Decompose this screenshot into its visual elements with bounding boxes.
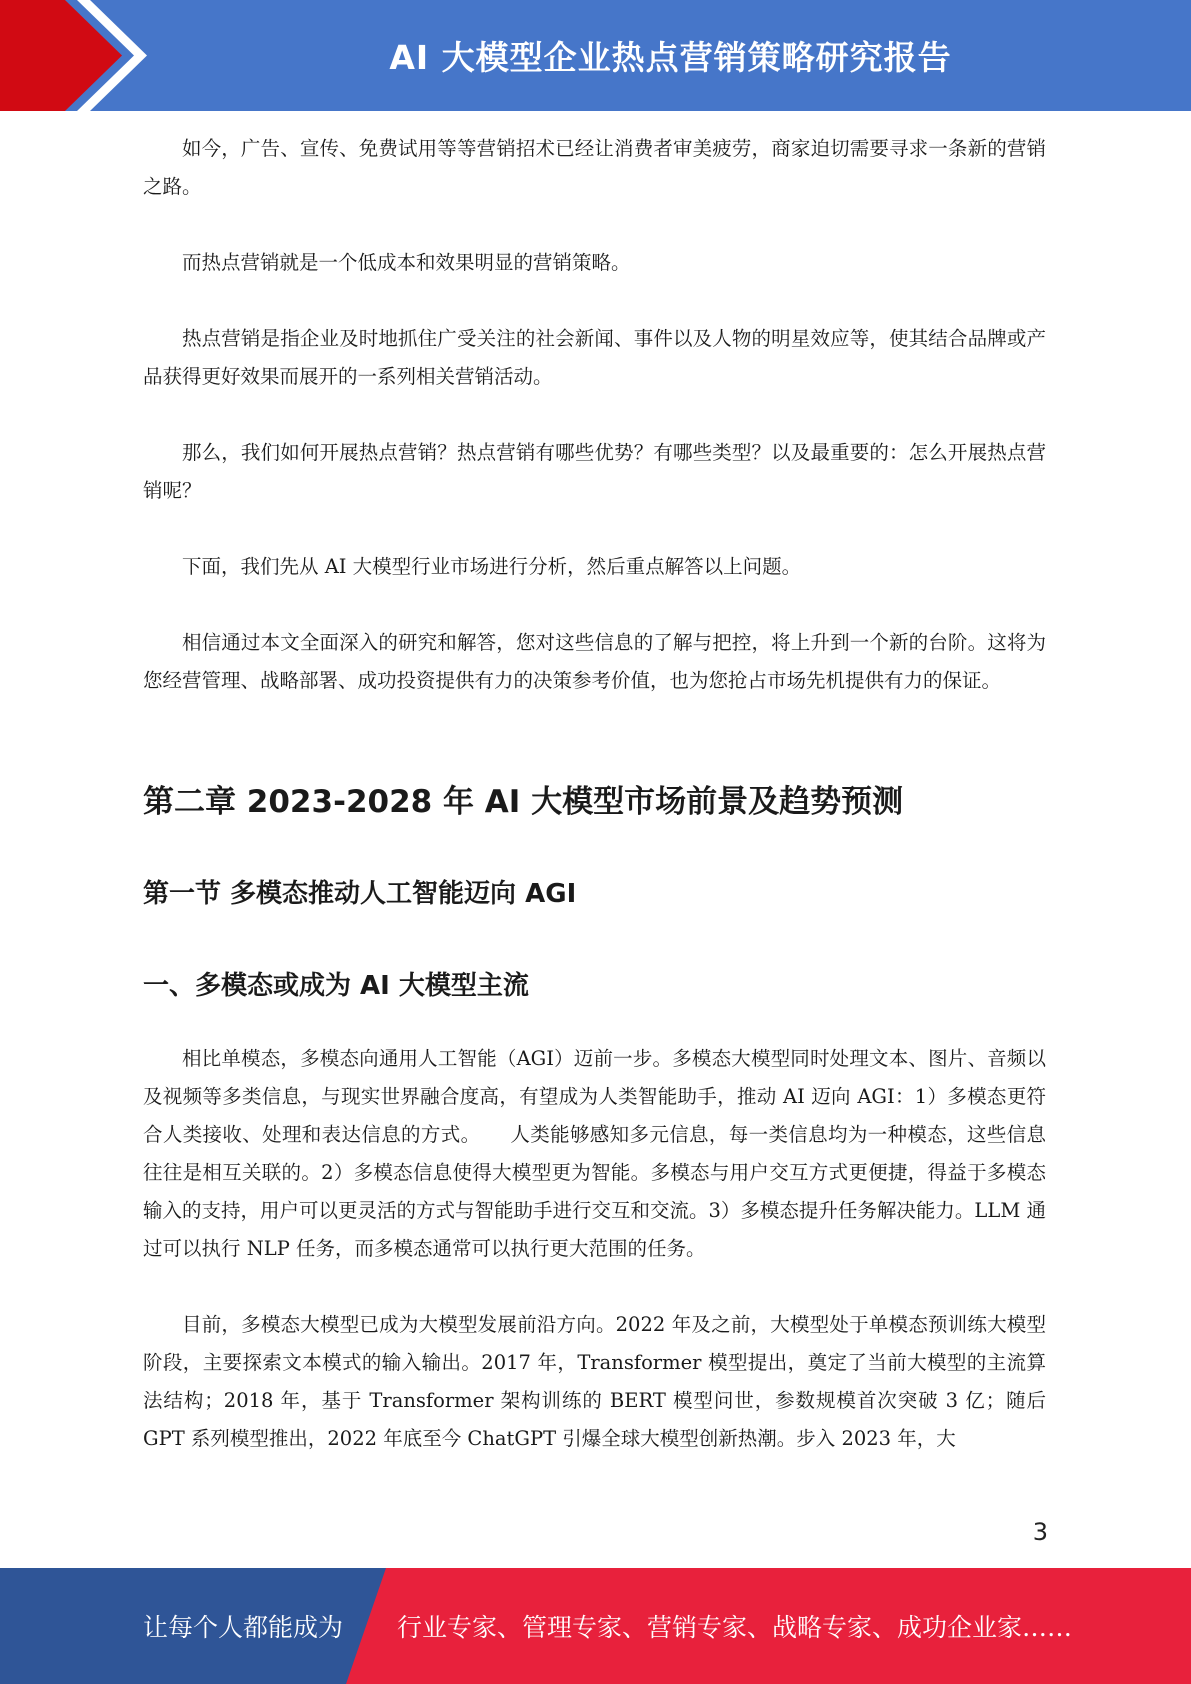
paragraph-body-1: 相比单模态，多模态向通用人工智能（AGI）迈前一步。多模态大模型同时处理文本、图片、音频以及视频等多类信息，与现实世界融合度高，有望成为人类智能助手，推动 AI 迈向 AGI：1）多模态更符合人类接收、处理和表达信息的方式。 人类能够感知多元信息，每一类信息均为一种模态，这些信息往往是相互关联的。2）多模态信息使得大模型更为智能。多模态与用户交互方式更便捷，得益于多模态输入的支持，用户可以更灵活的方式与智能助手进行交互和交流。3）多模态提升任务解决能力。LLM 通过可以执行 NLP 任务，而多模态通常可以执行更大范围的任务。 [143, 1047, 1046, 1260]
page-header [0, 0, 1191, 111]
subsection-title: 一、多模态或成为 AI 大模型主流 [143, 971, 529, 1001]
paragraph-intro-4: 那么，我们如何开展热点营销？热点营销有哪些优势？有哪些类型？以及最重要的：怎么开展热点营销呢？ [143, 441, 1046, 502]
paragraph-intro-1: 如今，广告、宣传、免费试用等等营销招术已经让消费者审美疲劳，商家迫切需要寻求一条新的营销之路。 [143, 137, 1046, 198]
footer-slogan-lead: 让每个人都能成为 [143, 1613, 344, 1642]
paragraph-intro-2: 而热点营销就是一个低成本和效果明显的营销策略。 [182, 251, 631, 274]
paragraph-intro-5: 下面，我们先从 AI 大模型行业市场进行分析，然后重点解答以上问题。 [182, 555, 802, 578]
chapter-title: 第二章 2023-2028 年 AI 大模型市场前景及趋势预测 [143, 784, 904, 820]
page-number: 3 [1032, 1518, 1048, 1546]
footer-slogan-roles: 行业专家、管理专家、营销专家、战略专家、成功企业家…… [397, 1613, 1073, 1642]
header-title: AI 大模型企业热点营销策略研究报告 [389, 38, 952, 77]
section-title: 第一节 多模态推动人工智能迈向 AGI [143, 879, 577, 909]
paragraph-intro-6: 相信通过本文全面深入的研究和解答，您对这些信息的了解与把控，将上升到一个新的台阶。这将为您经营管理、战略部署、成功投资提供有力的决策参考价值，也为您抢占市场先机提供有力的保证。 [143, 631, 1046, 692]
paragraph-body-2: 目前，多模态大模型已成为大模型发展前沿方向。2022 年及之前，大模型处于单模态预训练大模型阶段，主要探索文本模式的输入输出。2017 年，Transformer 模型提出，奠定了当前大模型的主流算法结构；2018 年，基于 Transformer 架构训练的 BERT 模型问世，参数规模首次突破 3 亿；随后 GPT 系列模型推出，2022 年底至今 ChatGPT 引爆全球大模型创新热潮。步入 2023 年，大 [143, 1313, 1046, 1450]
page-content [143, 130, 1046, 1458]
page-footer [0, 1568, 1191, 1684]
paragraph-intro-3: 热点营销是指企业及时地抓住广受关注的社会新闻、事件以及人物的明星效应等，使其结合品牌或产品获得更好效果而展开的一系列相关营销活动。 [143, 327, 1046, 388]
